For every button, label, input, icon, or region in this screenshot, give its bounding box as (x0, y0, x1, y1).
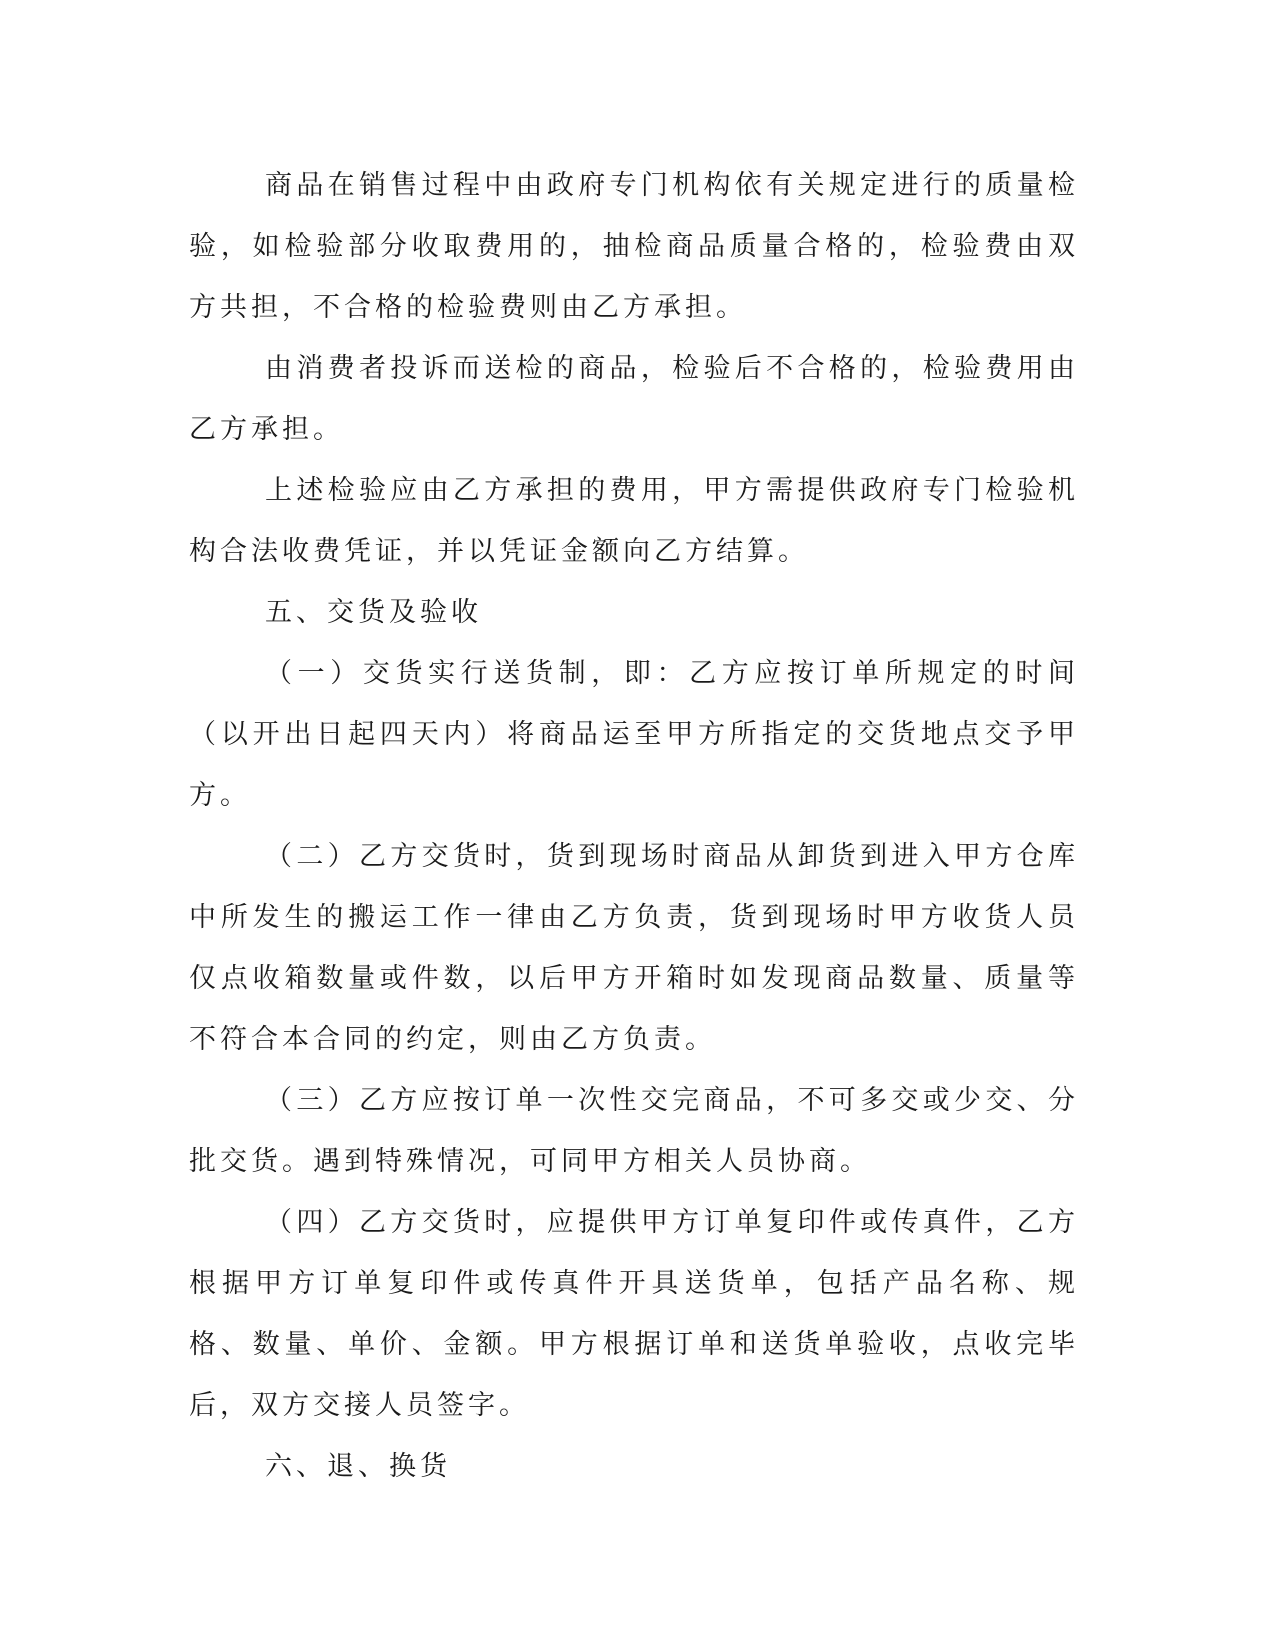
clause-delivery-3: （三）乙方应按订单一次性交完商品，不可多交或少交、分批交货。遇到特殊情况，可同甲方相关人员协商。 (189, 1085, 1079, 1177)
paragraph-consumer-complaint: 由消费者投诉而送检的商品，检验后不合格的，检验费用由乙方承担。 (189, 353, 1079, 445)
clause-delivery-2: （二）乙方交货时，货到现场时商品从卸货到进入甲方仓库中所发生的搬运工作一律由乙方负责，货到现场时甲方收货人员仅点收箱数量或件数，以后甲方开箱时如发现商品数量、质量等不符合本合同的约定，则由乙方负责。 (189, 841, 1079, 1055)
paragraph-settlement: 上述检验应由乙方承担的费用，甲方需提供政府专门检验机构合法收费凭证，并以凭证金额向乙方结算。 (189, 475, 1079, 567)
clause-delivery-1: （一）交货实行送货制，即：乙方应按订单所规定的时间（以开出日起四天内）将商品运至甲方所指定的交货地点交予甲方。 (189, 658, 1079, 811)
paragraph-inspection-fees: 商品在销售过程中由政府专门机构依有关规定进行的质量检验，如检验部分收取费用的，抽检商品质量合格的，检验费由双方共担，不合格的检验费则由乙方承担。 (189, 170, 1079, 323)
clause-delivery-4: （四）乙方交货时，应提供甲方订单复印件或传真件，乙方根据甲方订单复印件或传真件开具送货单，包括产品名称、规格、数量、单价、金额。甲方根据订单和送货单验收，点收完毕后，双方交接人员签字。 (189, 1207, 1079, 1421)
document-body (189, 155, 1079, 1497)
section-heading-delivery: 五、交货及验收 (265, 597, 482, 628)
section-heading-returns: 六、退、换货 (265, 1451, 451, 1482)
